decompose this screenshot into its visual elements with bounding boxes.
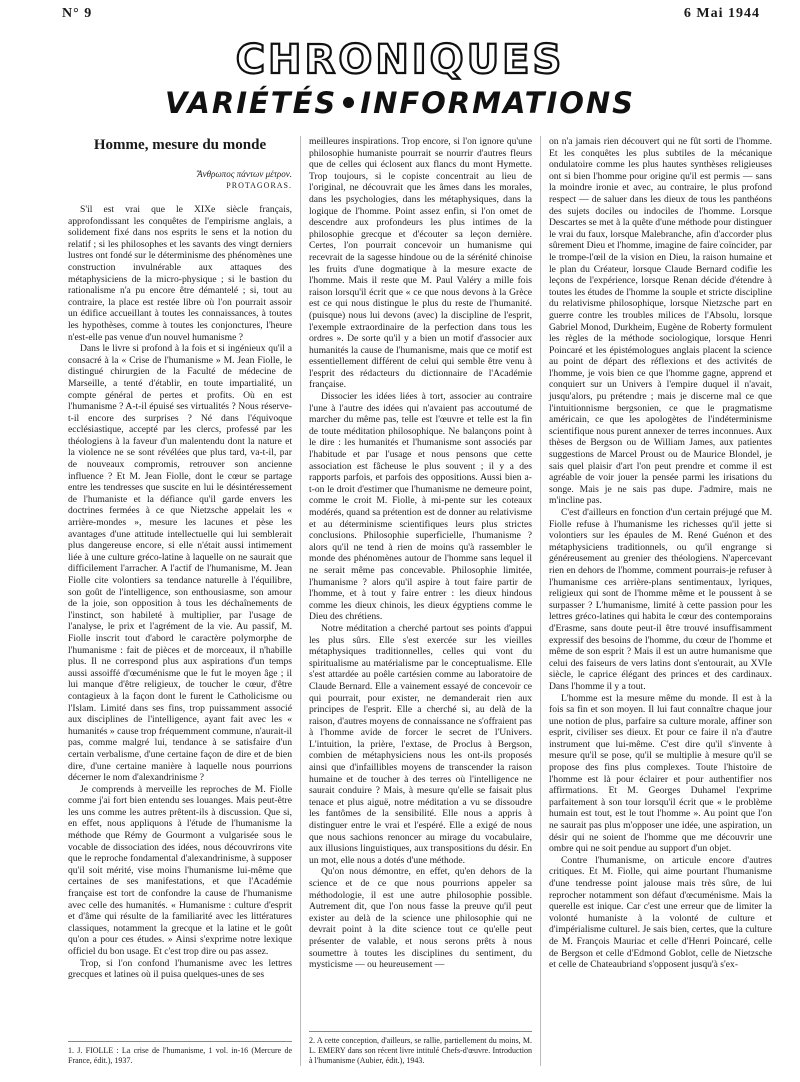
paragraph: Notre méditation a cherché partout ses points d'appui les plus sûrs. Elle s'est exercée sur les vieilles métaphysiques traditionnelles, celles qui vont du spiritualisme au matérialisme par le conceptualisme. Elle s'est attardée au poêle cartésien comme au laboratoire de Claude Bernard. Elle a vainement essayé de concevoir ce qui pourrait, pour exister, ne demanderait rien aux principes de l'esprit. Elle a cherché si, au delà de la raison, d'autres moyens de connaissance ne s'offraient pas à l'homme avide de forcer le secret de l'Univers. L'intuition, la prière, l'extase, de Proclus à Bergson, combien de métaphysiciens nous les ont-ils proposés ainsi que d'infaillibles moyens de transcender la raison humaine et de toucher à des terres où l'intelligence ne saurait conduire ? Mais, à mesure qu'elle se faisait plus tenace et plus aiguë, notre méditation a vu se dissoudre les fantômes de la sensibilité. Elle nous a appris à distinguer entre le vrai et l'espéré. Elle a exigé de nous que nous sachions renoncer au mirage du vocabulaire, aux illusions linguistiques, aux transpositions du désir. En un mot, elle nous a dotés d'une méthode. [309,622,532,866]
paragraph: L'homme est la mesure même du monde. Il est à la fois sa fin et son moyen. Il lui faut connaître chaque jour une notion de plus, parfaire sa culture morale, affiner son esprit, civiliser ses dieux. Et pour ce faire il n'a d'autre instrument que lui-même. C'est dire qu'il s'invente à mesure qu'il se pose, qu'il se multiplie à mesure qu'il se propose des fins plus complexes. Toute l'histoire de l'homme est là pour éclairer et pour authentifier nos affirmations. Et M. Georges Duhamel l'exprime parfaitement à son tour lorsqu'il écrit que « le problème humain est tout, est le tout l'homme ». Au point que l'on ne saurait pas plus m'opposer une idée, une aspiration, un désir qui ne soient de l'homme que me découvrir une ombre qui ne soit pendue au support d'un objet. [549,692,772,855]
epigraph [68,168,292,192]
paragraph: Qu'on nous démontre, en effet, qu'en dehors de la science et de ce que nous pourrions appeler sa méthodologie, il est une autre philosophie possible. Autrement dit, que l'on nous fasse la preuve qu'il peut exister au delà de la science une philosophie qui ne devrait point à la dite science tout ce qu'elle peut présenter de valable, et nous serons prêts à nous soumettre à toutes les disciplines du sentiment, du mysticisme — ou heureusement — [309,866,532,971]
issue-number: N° 9 [62,6,93,21]
paragraph: Trop, si l'on confond l'humanisme avec les lettres grecques et latines où il puisa quelques-unes de ses [68,957,292,981]
epigraph-author: PROTAGORAS. [226,181,292,190]
masthead-informations: INFORMATIONS [360,86,636,120]
paragraph: Dans le livre si profond à la fois et si ingénieux qu'il a consacré à la « Crise de l'humanisme » M. Jean Fiolle, le distingué chirurgien de la Faculté de médecine de Marseille, a tenté d'établir, en toute impartialité, un compte général de pertes et profits. Où en est l'humanisme ? A-t-il épuisé ses virtualités ? Nous réserve-t-il encore des surprises ? Né dans l'équivoque ecclésiastique, accepté par les clercs, professé par les théologiens à la faveur d'un malentendu dont la nature et la violence ne se sont révélées que plus tard, va-t-il, par de nouveaux compromis, retrouver son ancienne influence ? Et M. Jean Fiolle, dont le cœur se partage entre les tendresses que suscite en lui le désintéressement de l'humaniste et la défiance qu'il garde envers les doctrines fermées à ce que Nietzsche appelait les « arrière-mondes », mesure les lacunes et pèse les avantages d'une attitude intellectuelle qui lui semblerait plus dangereuse encore, si elle n'était aussi intimement liée à une culture gréco-latine à laquelle on ne saurait que difficilement l'arracher. A l'actif de l'humanisme, M. Jean Fiolle cite volontiers sa tendance naturelle à l'équilibre, son goût de l'intelligence, son enthousiasme, son amour de la joie, son opposition à tous les déchaînements de l'instinct, son habileté à multiplier, par l'usage de l'analyse, le prix et l'agrément de la vie. Au passif, M. Fiolle inscrit tout d'abord le caractère polymorphe de l'humanisme : fait de pièces et de morceaux, il n'habille plus. Il ne correspond plus aux aspirations d'un temps aussi assoiffé d'œcuménisme que le fut le moyen âge ; il lui manque d'être religieux, de toucher le cœur, d'être contagieux à la façon dont le furent le Catholicisme ou l'Islam. Limité dans ses fins, trop puissamment associé aux disciplines de l'intelligence, ayant fait avec les « humanités » cause trop fréquemment commune, n'aurait-il pas, comme malgré lui, tendance à se satisfaire d'un certain verbalisme, d'une certaine façon de dire et de bien dire, d'une certaine manière à laquelle nous pourrions décerner le nom d'alexandrinisme ? [68,343,292,784]
article-title: Homme, mesure du monde [93,137,267,153]
footnote-2 [309,1031,532,1066]
issue-date: 6 Mai 1944 [683,6,760,21]
masthead-varietes: VARIÉTÉS [164,86,338,120]
article-columns [60,136,780,1066]
masthead-subtitle [0,86,800,120]
column-2 [300,136,540,1066]
paragraph: Je comprends à merveille les reproches de M. Fiolle comme j'ai fort bien entendu ses louanges. Mais peut-être les uns comme les autres prêtent-ils à discussion. Que si, en effet, nous appliquons à l'étude de l'humanisme la méthode que Rémy de Gourmont a vulgarisée sous le vocable de dissociation des idées, nous découvrirons vite que le reproche fondamental d'alexandrinisme, à supposer qu'il soit mérité, vise moins l'humanisme lui-même que certaines de ses manifestations, et que l'Académie française est tort de confondre la cause de l'humanisme avec celle des humanités. « Humanisme : culture d'esprit et d'âme qui résulte de la familiarité avec les littératures classiques, notamment la grecque et la latine et le goût qu'on a pour ces études. » Ainsi s'exprime notre lexique officiel du bon usage. Et c'est trop dire ou pas assez. [68,783,292,957]
paragraph: meilleures inspirations. Trop encore, si l'on ignore qu'une philosophie humaniste pourrait se nourrir d'autres fleurs que de celles qui éclosent aux flancs du mont Hymette. Trop toujours, si le copiste concentrait au lieu de l'original, ne découvrait que les âmes dans les morales, dans les psychologies, dans les métaphysiques, dans la logique de l'homme. Point assez enfin, si l'on omet de descendre aux profondeurs les plus intimes de la philosophie grecque et d'écouter sa leçon dernière. Certes, l'on pourrait concevoir un humanisme qui recevrait de la sagesse hindoue ou de la sérénité chinoise les fruits d'une dogmatique à la mesure exacte de l'homme. Mais il reste que M. Paul Valéry a mille fois raison lorsqu'il écrit que « ce que nous devons à la Grèce est ce qui nous distingue le plus du reste de l'humanité. (puisque) nous lui devons (avec) la discipline de l'esprit, l'exemple extraordinaire de la perfection dans tous les ordres ». De sorte qu'il y a bien un motif d'associer aux humanités la cause de l'humanisme, mais que ce motif est essentiellement différent de celui qui semble être venu à l'esprit des rédacteurs du dictionnaire de l'Académie française. [309,136,532,391]
paragraph: on n'a jamais rien découvert qui ne fût sorti de l'homme. Et les conquêtes les plus subtiles de la mécanique ondulatoire comme les plus hautes synthèses religieuses ont si bien l'homme pour origine qu'il est permis — sans la moindre ironie et avec, au contraire, le plus profond respect — de saluer dans les dieux de tous les panthéons des sujets dociles ou indociles de l'homme. Lorsque Descartes se met à la quête d'une méthode pour distinguer le vrai du faux, lorsque Malebranche, afin d'accorder plus sûrement Dieu et l'homme, imagine de faire coïncider, par le trompe-l'œil de la vision en Dieu, la raison humaine et le plan du Créateur, lorsque Claude Bernard codifie les leçons de l'expérience, lorsque Renan décide d'étendre à toutes les études de l'homme la souple et stricte discipline du relativisme philosophique, lorsque Nietzsche part en guerre contre les troubles milices de l'Absolu, lorsque Gabriel Monod, Durkheim, Eugène de Roberty formulent les règles de la méthode sociologique, lorsque Henri Poincaré et les épistémologues anglais placent la science au point de départ des réflexions et des activités de l'homme, je vois bien ce que l'homme gagne, apprend et conquiert sur un Univers à l'empire duquel il n'avait, jusqu'alors, pu prétendre ; mais je discerne mal ce que l'intuitionnisme bergsonien, ce que le pragmatisme américain, ce que les apologètes de l'indéterminisme scientifique nous purent annexer de terres inconnues. Aux thèses de Bergson ou de William James, aux patientes suggestions de Marcel Proust ou de Maurice Blondel, je sais quel plaisir d'art l'on peut prendre et comme il est agréable de voir jouer la pensée parmi les irisations du songe. Mais je ne sais pas dupe. J'admire, mais ne m'incline pas. [549,136,772,507]
paragraph: S'il est vrai que le XIXe siècle français, approfondissant les conquêtes de l'empirisme anglais, a solidement fixé dans nos esprits le sens et la notion du relatif ; si les philosophes et les savants des vingt derniers lustres ont fondé sur le déterminisme des phénomènes une construction invulnérable aux attaques des métaphysiciens de la micro-physique ; si le bastion du rationalisme n'a pu encore être démantelé ; si, tout au contraire, la place est restée libre où l'on pourrait assoir un édifice accueillant à toutes les connaissances, à toutes les hypothèses, comme à toutes les conjonctures, l'heure n'est-elle pas venue d'un nouvel humanisme ? [68,204,292,343]
column-3 [540,136,780,1066]
masthead [0,37,800,120]
column-1 [60,136,300,1066]
masthead-chroniques: CHRONIQUES [235,37,565,83]
paragraph: Dissocier les idées liées à tort, associer au contraire l'une à l'autre des idées qui n'avaient pas accoutumé de marcher du même pas, telle est l'œuvre et telle est la fin de toute méditation philosophique. Ne balançons point à le dire : les humanités et l'humanisme sont associés par l'habitude et par l'usage et nous pensons que cette association est fâcheuse le plus souvent ; il y a des rapports parfois, et parfois des oppositions. Aussi bien a-t-on le droit d'estimer que l'humanisme ne demeure point, comme le croit M. Fiolle, à mi-pente sur les coteaux modérés, quand sa prétention est de donner au relativisme et au déterminisme scientifiques leurs plus strictes conclusions. Philosophie superficielle, l'humanisme ? alors qu'il ne tend à rien de moins qu'à rassembler le monde des phénomènes autour de l'homme sans lequel il ne serait même pas concevable. Philosophie limitée, l'humanisme ? alors qu'il aspire à tout faire partir de l'homme, et à tout y faire entrer : les dieux hindous comme les dieux chinois, les dieux égyptiens comme le Dieu des chrétiens. [309,391,532,623]
footnote-text: 2. A cette conception, d'ailleurs, se rallie, partiellement du moins, M. L. EMERY dans son récent livre intitulé Chefs-d'œuvre. Introduction à l'humanisme (Aubier, édit.), 1943. [309,1036,532,1065]
bullet-dot-icon [343,97,354,108]
footnote-text: 1. J. FIOLLE : La crise de l'humanisme, 1 vol. in-16 (Mercure de France, édit.), 1937. [68,1046,292,1065]
epigraph-text: Ἄνθρωπος πάντων μέτρον. [197,169,292,179]
paragraph: Contre l'humanisme, on articule encore d'autres critiques. Et M. Fiolle, qui aime pourtant l'humanisme d'une tendresse point jalouse mais très sûre, de lui reprocher notamment son défaut d'œcuménisme. Mais la querelle est inique. Car c'est une erreur que de limiter la volonté humaniste à la volonté de culture et d'impérialisme culturel. Je sais bien, certes, que la culture de M. François Mauriac et celle d'Henri Poincaré, celle de Bergson et celle d'Edmond Goblot, celle de Nietzsche et celle de Chateaubriand s'opposent jusqu'à s'ex- [549,854,772,971]
paragraph: C'est d'ailleurs en fonction d'un certain préjugé que M. Fiolle refuse à l'humanisme les richesses qu'il jette si volontiers sur les épaules de M. René Guénon et des métaphysiciens traditionnels, ou qu'il engrange si généreusement au grenier des théologiens. N'apercevant rien en dehors de l'homme, comment pourrais-je refuser à l'humanisme ces arrière-plans sentimentaux, lyriques, religieux qui sont de l'homme même et le poussent à se surpasser ? L'humanisme, limité à cette passion pour les lettres gréco-latines qui habita le cœur des contemporains d'Erasme, sans doute peut-il être trouvé insuffisamment expressif des besoins de l'homme, du cœur de l'homme et même de son esprit ? Mais il est un autre humanisme que celui des faiseurs de vers latins dont s'entourait, au XVIe siècle, le caprice élégant des princes et des cardinaux. Dans l'homme il y a tout. [549,507,772,692]
page-header [62,6,760,22]
footnote-1 [68,1041,292,1066]
